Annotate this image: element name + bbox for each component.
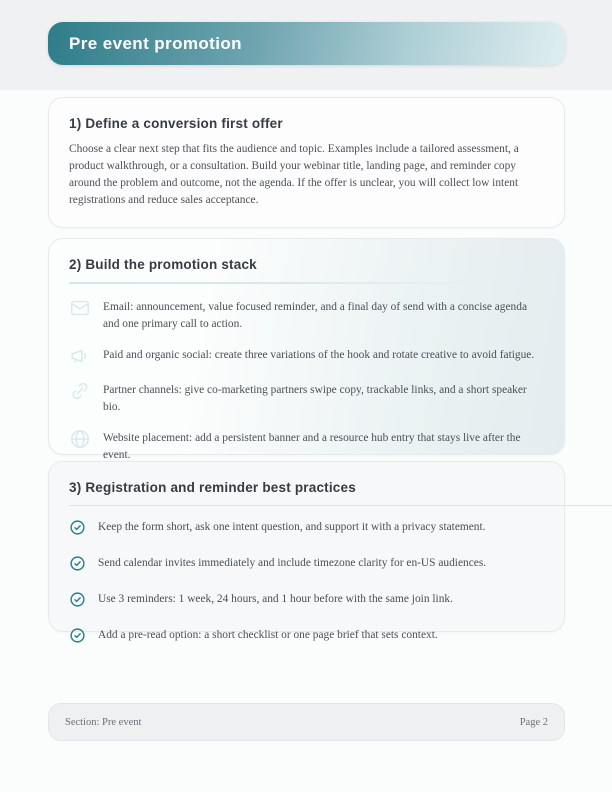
section-card-offer — [48, 97, 565, 228]
section-divider — [69, 505, 612, 506]
section-title: 3) Registration and reminder best practices — [69, 480, 356, 495]
section-card-promotion-stack — [48, 238, 565, 461]
list-item-text: Paid and organic social: create three variations of the hook and rotate creative to avoid fatigue. — [103, 349, 535, 362]
footer-section-label: Section: Pre event — [65, 716, 142, 728]
list-item — [69, 555, 544, 572]
page-title: Pre event promotion — [69, 33, 242, 53]
mail-icon — [69, 297, 91, 319]
globe-icon — [69, 428, 91, 450]
check-circle-icon — [69, 555, 86, 572]
list-item — [69, 591, 544, 608]
section-body: Choose a clear next step that fits the audience and topic. Examples include a tailored assessment, a product walkthrough, or a consultation. Build your webinar title, landing page, and reminder copy around the problem and outcome, not the agenda. If the offer is unclear, you will collect low intent registrations and reduce sales acceptance. — [69, 143, 519, 206]
list-item — [69, 627, 544, 644]
list-item — [69, 345, 544, 367]
list-item — [69, 380, 544, 415]
check-circle-icon — [69, 627, 86, 644]
list-item — [69, 519, 544, 536]
list-item-text: Use 3 reminders: 1 week, 24 hours, and 1 hour before with the same join link. — [98, 593, 453, 606]
title-banner — [48, 22, 565, 65]
link-icon — [69, 380, 91, 402]
list-item — [69, 428, 544, 463]
list-item — [69, 297, 544, 332]
megaphone-icon — [69, 345, 91, 367]
section-title: 1) Define a conversion first offer — [69, 116, 283, 131]
section-card-best-practices — [48, 461, 565, 642]
check-circle-icon — [69, 519, 86, 536]
list-item-text: Add a pre-read option: a short checklist or one page brief that sets context. — [98, 629, 438, 642]
list-item-text: Send calendar invites immediately and include timezone clarity for en-US audiences. — [98, 557, 487, 570]
list-item-text: Partner channels: give co-marketing partners swipe copy, trackable links, and a short speaker bio. — [103, 384, 527, 413]
footer-page-label: Page 2 — [519, 716, 548, 728]
section-divider — [69, 282, 487, 284]
footer-bar — [48, 703, 565, 741]
section-title: 2) Build the promotion stack — [69, 257, 257, 272]
list-item-text: Email: announcement, value focused reminder, and a final day of send with a concise agenda and one primary call to action. — [103, 301, 528, 330]
list-item-text: Keep the form short, ask one intent question, and support it with a privacy statement. — [98, 521, 486, 534]
list-item-text: Website placement: add a persistent banner and a resource hub entry that stays live after the event. — [103, 432, 521, 461]
check-circle-icon — [69, 591, 86, 608]
